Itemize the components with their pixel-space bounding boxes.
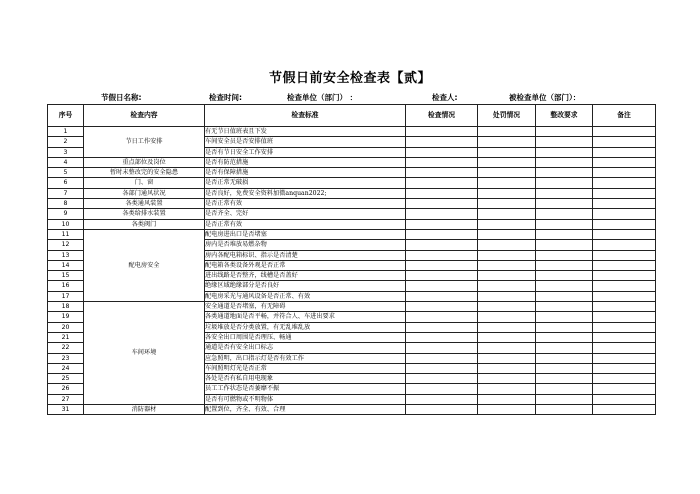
penalty-cell[interactable]: [478, 281, 536, 291]
remark-cell[interactable]: [593, 394, 656, 404]
rectify-requirement-cell[interactable]: [536, 405, 593, 415]
check-status-cell[interactable]: [406, 147, 478, 157]
row-number: 18: [48, 302, 84, 312]
check-status-cell[interactable]: [406, 127, 478, 137]
check-content-cell: 消防器材: [84, 405, 205, 415]
check-status-cell[interactable]: [406, 137, 478, 147]
penalty-cell[interactable]: [478, 363, 536, 373]
check-status-cell[interactable]: [406, 240, 478, 250]
remark-cell[interactable]: [593, 332, 656, 342]
remark-cell[interactable]: [593, 353, 656, 363]
check-standard-cell: 配电箱各类设备外观是否正常: [205, 260, 406, 270]
check-content-cell: 重点部位及岗位: [84, 157, 205, 167]
penalty-cell[interactable]: [478, 374, 536, 384]
remark-cell[interactable]: [593, 188, 656, 198]
penalty-cell[interactable]: [478, 199, 536, 209]
check-status-cell[interactable]: [406, 384, 478, 394]
remark-cell[interactable]: [593, 405, 656, 415]
row-number: 23: [48, 353, 84, 363]
table-header-row: [48, 105, 656, 127]
row-number: 8: [48, 199, 84, 209]
penalty-cell[interactable]: [478, 157, 536, 167]
remark-cell[interactable]: [593, 168, 656, 178]
check-status-cell[interactable]: [406, 250, 478, 260]
rectify-requirement-cell[interactable]: [536, 322, 593, 332]
remark-cell[interactable]: [593, 281, 656, 291]
penalty-cell[interactable]: [478, 127, 536, 137]
check-content-cell: 节日工作安排: [84, 127, 205, 158]
row-number: 22: [48, 343, 84, 353]
penalty-cell[interactable]: [478, 147, 536, 157]
check-status-cell[interactable]: [406, 374, 478, 384]
rectify-requirement-cell[interactable]: [536, 178, 593, 188]
row-number: 24: [48, 363, 84, 373]
penalty-cell[interactable]: [478, 291, 536, 301]
rectify-requirement-cell[interactable]: [536, 240, 593, 250]
remark-cell[interactable]: [593, 312, 656, 322]
penalty-cell[interactable]: [478, 384, 536, 394]
rectify-requirement-cell[interactable]: [536, 374, 593, 384]
check-standard-cell: 绝缘区域绝缘部分是否良好: [205, 281, 406, 291]
remark-cell[interactable]: [593, 178, 656, 188]
check-content-cell: 暂时未整改完的安全隐患: [84, 168, 205, 178]
penalty-cell[interactable]: [478, 322, 536, 332]
penalty-cell[interactable]: [478, 168, 536, 178]
check-status-cell[interactable]: [406, 209, 478, 219]
check-status-cell[interactable]: [406, 199, 478, 209]
remark-cell[interactable]: [593, 271, 656, 281]
rectify-requirement-cell[interactable]: [536, 127, 593, 137]
row-number: 10: [48, 219, 84, 229]
check-status-cell[interactable]: [406, 178, 478, 188]
check-status-cell[interactable]: [406, 312, 478, 322]
row-number: 15: [48, 271, 84, 281]
penalty-cell[interactable]: [478, 332, 536, 342]
row-number: 3: [48, 147, 84, 157]
rectify-requirement-cell[interactable]: [536, 281, 593, 291]
row-number: 11: [48, 229, 84, 239]
check-standard-cell: 是否正常有效: [205, 219, 406, 229]
check-status-cell[interactable]: [406, 302, 478, 312]
check-standard-cell: 车间照明灯光是否正常: [205, 363, 406, 373]
row-number: 19: [48, 312, 84, 322]
remark-cell[interactable]: [593, 209, 656, 219]
table-row: [48, 219, 656, 229]
check-standard-cell: 各类通道地面是否平畅，并符合人、车进出要求: [205, 312, 406, 322]
penalty-cell[interactable]: [478, 405, 536, 415]
remark-cell[interactable]: [593, 147, 656, 157]
row-number: 7: [48, 188, 84, 198]
check-content-cell: 各类通风装置: [84, 199, 205, 209]
check-content-cell: 配电房安全: [84, 229, 205, 301]
check-content-cell: 门、窗: [84, 178, 205, 188]
check-status-cell[interactable]: [406, 271, 478, 281]
penalty-cell[interactable]: [478, 178, 536, 188]
penalty-cell[interactable]: [478, 302, 536, 312]
check-status-cell[interactable]: [406, 188, 478, 198]
table-row: [48, 168, 656, 178]
check-status-cell[interactable]: [406, 332, 478, 342]
penalty-cell[interactable]: [478, 250, 536, 260]
row-number: 6: [48, 178, 84, 188]
rectify-requirement-cell[interactable]: [536, 229, 593, 239]
row-number: 31: [48, 405, 84, 415]
rectify-requirement-cell[interactable]: [536, 394, 593, 404]
check-standard-cell: 是否良好，免费安全资料加微anquan2022;: [205, 188, 406, 198]
check-standard-cell: 是否有节日安全工作安排: [205, 147, 406, 157]
header-penalty: 处罚情况: [478, 105, 536, 127]
rectify-requirement-cell[interactable]: [536, 137, 593, 147]
check-standard-cell: 员工工作状态是否萎靡不振: [205, 384, 406, 394]
penalty-cell[interactable]: [478, 137, 536, 147]
row-number: 2: [48, 137, 84, 147]
rectify-requirement-cell[interactable]: [536, 312, 593, 322]
rectify-requirement-cell[interactable]: [536, 209, 593, 219]
check-standard-cell: 是否正常有效: [205, 199, 406, 209]
row-number: 17: [48, 291, 84, 301]
rectify-requirement-cell[interactable]: [536, 147, 593, 157]
check-standard-cell: 有无节日值班表且下发: [205, 127, 406, 137]
row-number: 26: [48, 384, 84, 394]
check-standard-cell: 是否有可燃物或不明物体: [205, 394, 406, 404]
table-row: [48, 209, 656, 219]
table-row: [48, 302, 656, 312]
check-standard-cell: 进出线路是否整齐，线槽是否盖好: [205, 271, 406, 281]
header-standard: 检查标准: [205, 105, 406, 127]
penalty-cell[interactable]: [478, 240, 536, 250]
row-number: 4: [48, 157, 84, 167]
check-standard-cell: 各安全出口周围是否理压、畅通: [205, 332, 406, 342]
check-status-cell[interactable]: [406, 353, 478, 363]
check-status-cell[interactable]: [406, 322, 478, 332]
remark-cell[interactable]: [593, 374, 656, 384]
check-standard-cell: 房内是否堆放易燃杂物: [205, 240, 406, 250]
check-standard-cell: 配电房进出口是否堵塞: [205, 229, 406, 239]
row-number: 12: [48, 240, 84, 250]
remark-cell[interactable]: [593, 260, 656, 270]
row-number: 27: [48, 394, 84, 404]
check-unit-label: 检查单位（部门） ：: [287, 93, 358, 102]
penalty-cell[interactable]: [478, 353, 536, 363]
remark-cell[interactable]: [593, 219, 656, 229]
penalty-cell[interactable]: [478, 219, 536, 229]
rectify-requirement-cell[interactable]: [536, 168, 593, 178]
penalty-cell[interactable]: [478, 394, 536, 404]
check-standard-cell: 配置到位，齐全、有效、合理: [205, 405, 406, 415]
check-standard-cell: 是否有保障措施: [205, 168, 406, 178]
penalty-cell[interactable]: [478, 343, 536, 353]
rectify-requirement-cell[interactable]: [536, 260, 593, 270]
check-time-label: 检查时间:: [209, 93, 242, 102]
remark-cell[interactable]: [593, 250, 656, 260]
check-status-cell[interactable]: [406, 363, 478, 373]
row-number: 13: [48, 250, 84, 260]
check-standard-cell: 是否正常无破损: [205, 178, 406, 188]
check-standard-cell: 是否齐全、完好: [205, 209, 406, 219]
check-standard-cell: 是否有防范措施: [205, 157, 406, 167]
check-standard-cell: 房内各配电箱标识、指示是否清楚: [205, 250, 406, 260]
penalty-cell[interactable]: [478, 260, 536, 270]
remark-cell[interactable]: [593, 127, 656, 137]
row-number: 16: [48, 281, 84, 291]
table-row: [48, 405, 656, 415]
row-number: 14: [48, 260, 84, 270]
rectify-requirement-cell[interactable]: [536, 363, 593, 373]
table-row: [48, 127, 656, 137]
check-status-cell[interactable]: [406, 281, 478, 291]
check-content-cell: 各类阀门: [84, 219, 205, 229]
check-status-cell[interactable]: [406, 168, 478, 178]
check-status-cell[interactable]: [406, 260, 478, 270]
penalty-cell[interactable]: [478, 271, 536, 281]
header-rectify: 整改要求: [536, 105, 593, 127]
check-standard-cell: 安全通道是否堵塞，有无障碍: [205, 302, 406, 312]
check-status-cell[interactable]: [406, 157, 478, 167]
header-content: 检查内容: [84, 105, 205, 127]
check-status-cell[interactable]: [406, 291, 478, 301]
remark-cell[interactable]: [593, 291, 656, 301]
rectify-requirement-cell[interactable]: [536, 384, 593, 394]
rectify-requirement-cell[interactable]: [536, 199, 593, 209]
remark-cell[interactable]: [593, 199, 656, 209]
inspected-unit-label: 被检查单位（部门）：: [509, 93, 581, 102]
remark-cell[interactable]: [593, 384, 656, 394]
rectify-requirement-cell[interactable]: [536, 219, 593, 229]
row-number: 21: [48, 332, 84, 342]
penalty-cell[interactable]: [478, 188, 536, 198]
checklist-table: [47, 104, 656, 415]
table-row: [48, 157, 656, 167]
remark-cell[interactable]: [593, 229, 656, 239]
check-status-cell[interactable]: [406, 219, 478, 229]
check-content-cell: 各部门通风状况: [84, 188, 205, 198]
table-row: [48, 178, 656, 188]
check-standard-cell: 通道是否有安全出口标志: [205, 343, 406, 353]
rectify-requirement-cell[interactable]: [536, 250, 593, 260]
remark-cell[interactable]: [593, 322, 656, 332]
penalty-cell[interactable]: [478, 229, 536, 239]
row-number: 5: [48, 168, 84, 178]
check-standard-cell: 配电房采光与通风设备是否正常、有效: [205, 291, 406, 301]
header-remark: 备注: [593, 105, 656, 127]
rectify-requirement-cell[interactable]: [536, 343, 593, 353]
remark-cell[interactable]: [593, 343, 656, 353]
remark-cell[interactable]: [593, 157, 656, 167]
rectify-requirement-cell[interactable]: [536, 291, 593, 301]
check-status-cell[interactable]: [406, 229, 478, 239]
table-row: [48, 199, 656, 209]
check-content-cell: 车间环境: [84, 302, 205, 405]
holiday-name-label: 节假日名称:: [101, 93, 142, 102]
row-number: 1: [48, 127, 84, 137]
remark-cell[interactable]: [593, 240, 656, 250]
row-number: 20: [48, 322, 84, 332]
check-content-cell: 各类给排水装置: [84, 209, 205, 219]
rectify-requirement-cell[interactable]: [536, 271, 593, 281]
remark-cell[interactable]: [593, 137, 656, 147]
check-status-cell[interactable]: [406, 394, 478, 404]
row-number: 9: [48, 209, 84, 219]
check-status-cell[interactable]: [406, 343, 478, 353]
rectify-requirement-cell[interactable]: [536, 157, 593, 167]
table-row: [48, 229, 656, 239]
rectify-requirement-cell[interactable]: [536, 332, 593, 342]
check-standard-cell: 车间安全员是否安排值班: [205, 137, 406, 147]
check-standard-cell: 各处是否有私自用电现象: [205, 374, 406, 384]
check-status-cell[interactable]: [406, 405, 478, 415]
rectify-requirement-cell[interactable]: [536, 302, 593, 312]
penalty-cell[interactable]: [478, 312, 536, 322]
remark-cell[interactable]: [593, 302, 656, 312]
row-number: 25: [48, 374, 84, 384]
table-row: [48, 188, 656, 198]
inspector-label: 检查人:: [432, 93, 458, 102]
header-no: 序号: [48, 105, 84, 127]
rectify-requirement-cell[interactable]: [536, 188, 593, 198]
check-standard-cell: 应急照明，出口指示灯是否有效工作: [205, 353, 406, 363]
check-standard-cell: 垃圾堆放是否分类放置，有无乱堆乱放: [205, 322, 406, 332]
document-title: 节假日前安全检查表【贰】: [268, 71, 431, 86]
header-status: 检查情况: [406, 105, 478, 127]
rectify-requirement-cell[interactable]: [536, 353, 593, 363]
remark-cell[interactable]: [593, 363, 656, 373]
penalty-cell[interactable]: [478, 209, 536, 219]
